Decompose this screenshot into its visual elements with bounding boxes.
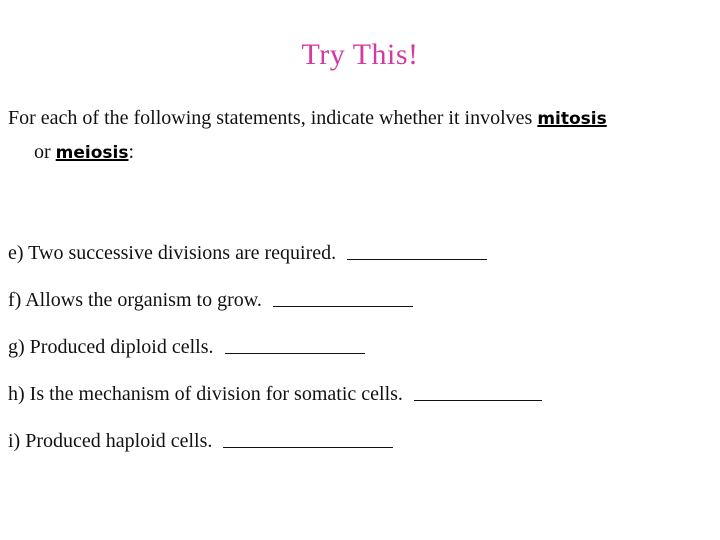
- statement-g: [8, 324, 708, 371]
- instructions-colon: :: [128, 141, 135, 163]
- statement-h: [8, 371, 708, 418]
- statement-e-text: e) Two successive divisions are required.: [8, 242, 342, 264]
- statement-i-text: i) Produced haploid cells.: [8, 430, 218, 452]
- statement-f: [8, 277, 708, 324]
- statement-f-text: f) Allows the organism to grow.: [8, 289, 267, 311]
- instructions-text: For each of the following statements, indicate whether it involves: [8, 107, 538, 129]
- term-meiosis: meiosis: [55, 143, 129, 163]
- statement-e: [8, 230, 708, 277]
- term-mitosis: mitosis: [537, 109, 607, 129]
- statement-h-text: h) Is the mechanism of division for somatic cells.: [8, 383, 408, 405]
- answer-blank-h: [414, 399, 542, 401]
- statement-g-text: g) Produced diploid cells.: [8, 336, 219, 358]
- instructions-connector: or: [34, 141, 56, 163]
- slide-title: Try This!: [301, 38, 419, 71]
- statement-list: [8, 230, 708, 465]
- answer-blank-e: [347, 258, 487, 260]
- answer-blank-f: [273, 305, 413, 307]
- answer-blank-i: [223, 446, 393, 448]
- statement-i: [8, 418, 708, 465]
- instructions-paragraph: [8, 102, 708, 170]
- answer-blank-g: [225, 352, 365, 354]
- instructions-line-two: [8, 136, 708, 170]
